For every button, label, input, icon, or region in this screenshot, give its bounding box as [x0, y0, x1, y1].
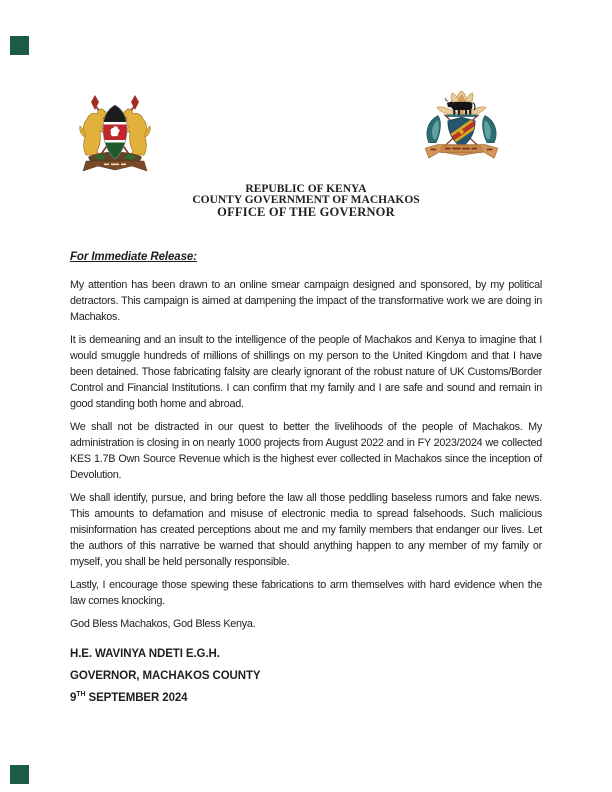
corner-mark-bottom-left — [10, 765, 29, 784]
machakos-motto-ribbon — [425, 145, 498, 159]
letterhead-republic: REPUBLIC OF KENYA — [245, 183, 367, 195]
signature-date — [70, 690, 542, 706]
kenya-coat-of-arms-logo — [70, 93, 160, 173]
date-ordinal: TH — [76, 691, 86, 699]
letterhead-office: OFFICE OF THE GOVERNOR — [217, 205, 395, 219]
machakos-county-coat-of-arms-logo — [417, 90, 506, 170]
paragraph-smear-campaign: My attention has been drawn to an online smear campaign designed and sponsored, by my political detractors. This campaign is aimed at dampening the impact of the transformative work we are doing in Machakos. — [70, 279, 542, 323]
paragraph-demeaning-insult: It is demeaning and an insult to the intelligence of the people of Machakos and Kenya to imagine that I would smuggle hundreds of millions of shillings on my person to the United Kingdom and that I have been detained. Those fabricating falsity are clearly ignorant of the robust nature of UK Customs/Border Control and Financial Institutions. I can confirm that my family and I are safe and sound and remain in good standing both home and abroad. — [70, 334, 542, 410]
corner-mark-top-left — [10, 36, 29, 55]
signatory-name: H.E. WAVINYA NDETI E.G.H. — [70, 648, 220, 660]
release-label: For Immediate Release: — [70, 251, 197, 263]
closing-blessing: God Bless Machakos, God Bless Kenya. — [70, 618, 256, 630]
letterhead — [70, 184, 542, 218]
date-day: 9 — [70, 692, 77, 704]
signature-block — [70, 646, 542, 706]
signatory-title: GOVERNOR, MACHAKOS COUNTY — [70, 670, 261, 682]
paragraph-identify-pursue: We shall identify, pursue, and bring before the law all those peddling baseless rumors and fake news. This amounts to defamation and misuse of electronic media to spread falsehoods. Such malicious misinformation has created perceptions about me and my family members that endanger our lives. Let the authors of this narrative be warned that should anything happen to any member of my family or myself, you shall be held personally responsible. — [70, 492, 542, 568]
paragraph-lastly: Lastly, I encourage those spewing these fabrications to arm themselves with hard evidence when the law comes knocking. — [70, 579, 542, 607]
paragraph-not-distracted: We shall not be distracted in our quest to better the livelihoods of the people of Machakos. My administration is closing in on nearly 1000 projects from August 2022 and in FY 2023/2024 we collected KES 1.7B Own Source Revenue which is the highest ever collected in Machakos since the inception of Devolution. — [70, 421, 542, 481]
harambee-motto-ribbon — [83, 161, 147, 171]
letterhead-county: COUNTY GOVERNMENT OF MACHAKOS — [192, 194, 420, 206]
date-rest: SEPTEMBER 2024 — [85, 692, 188, 704]
